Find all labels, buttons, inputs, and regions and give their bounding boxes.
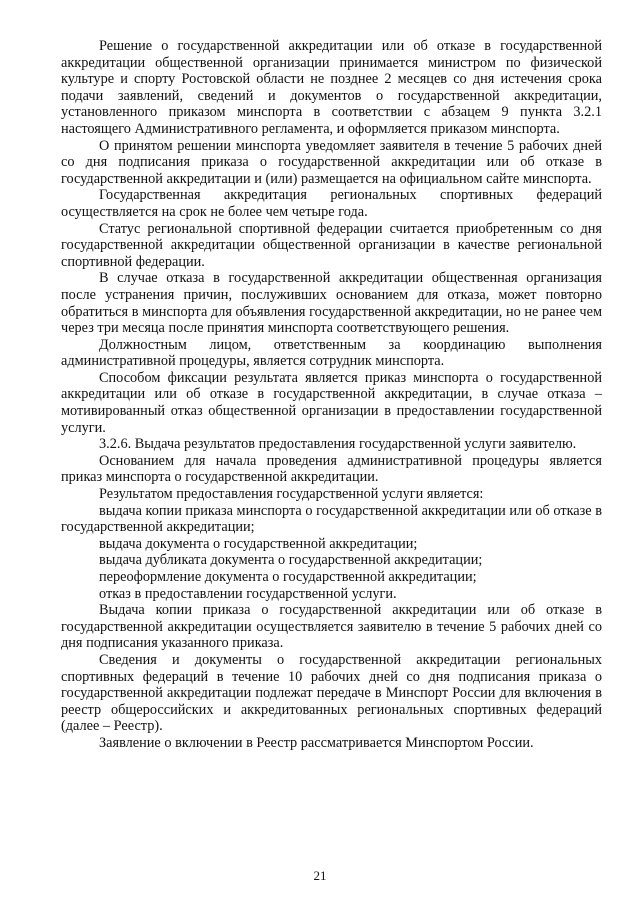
paragraph: Решение о государственной аккредитации или об отказе в государственной аккредитации общественной организации принимается министром по физической культуре и спорту Ростовской области не позднее 2 месяцев со дня истечения срока подачи заявлений, сведений и документов о государственной аккредитации, установленного приказом минспорта в соответствии с абзацем 9 пункта 3.2.1 настоящего Административного регламента, и оформляется приказом минспорта. xyxy=(61,38,602,137)
list-item: отказ в предоставлении государственной услуги. xyxy=(99,585,397,602)
list-item: выдача документа о государственной аккредитации; xyxy=(99,535,418,552)
paragraph: О принятом решении минспорта уведомляет заявителя в течение 5 рабочих дней со дня подписания приказа о государственной аккредитации или об отказе в государственной аккредитации и (или) размещается на официальном сайте минспорта. xyxy=(61,137,602,187)
paragraph: Результатом предоставления государственной услуги является: xyxy=(99,486,484,503)
paragraph: Государственная аккредитация региональных спортивных федераций осуществляется на срок не более чем четыре года. xyxy=(61,187,602,220)
paragraph: Выдача копии приказа о государственной аккредитации или об отказе в государственной аккредитации осуществляется заявителю в течение 5 рабочих дней со дня подписания указанного приказа. xyxy=(61,602,602,652)
paragraph: В случае отказа в государственной аккредитации общественная организация после устранения причин, послуживших основанием для отказа, может повторно обратиться в минспорта для объявления государственной аккредитации, но не ранее чем через три месяца после принятия минспорта соответствующего решения. xyxy=(61,270,602,337)
paragraph: Основанием для начала проведения административной процедуры является приказ минспорта о государственной аккредитации. xyxy=(61,452,602,486)
document-body xyxy=(61,38,602,752)
paragraph: Способом фиксации результата является приказ минспорта о государственной аккредитации или об отказе в государственной аккредитации, в случае отказа – мотивированный отказ общественной организации в предоставлении государственной услуги. xyxy=(61,369,602,436)
page-number: 21 xyxy=(313,868,327,883)
section-heading: 3.2.6. Выдача результатов предоставления государственной услуги заявителю. xyxy=(99,436,577,453)
list-item: выдача дубликата документа о государственной аккредитации; xyxy=(99,552,483,569)
paragraph: Должностным лицом, ответственным за координацию выполнения административной процедуры, является сотрудник минспорта. xyxy=(61,336,602,370)
list-item: выдача копии приказа минспорта о государственной аккредитации или об отказе в государственной аккредитации; xyxy=(61,502,602,536)
paragraph: Статус региональной спортивной федерации считается приобретенным со дня государственной аккредитации общественной организации в качестве региональной спортивной федерации. xyxy=(61,220,602,270)
list-item: переоформление документа о государственной аккредитации; xyxy=(99,569,477,585)
paragraph: Сведения и документы о государственной аккредитации региональных спортивных федераций в течение 10 рабочих дней со дня подписания приказа о государственной аккредитации подлежат передаче в Минспорт России для включения в реестр общероссийских и аккредитованных региональных спортивных федераций (далее – Реестр). xyxy=(61,651,602,735)
paragraph: Заявление о включении в Реестр рассматривается Минспортом России. xyxy=(99,734,534,751)
